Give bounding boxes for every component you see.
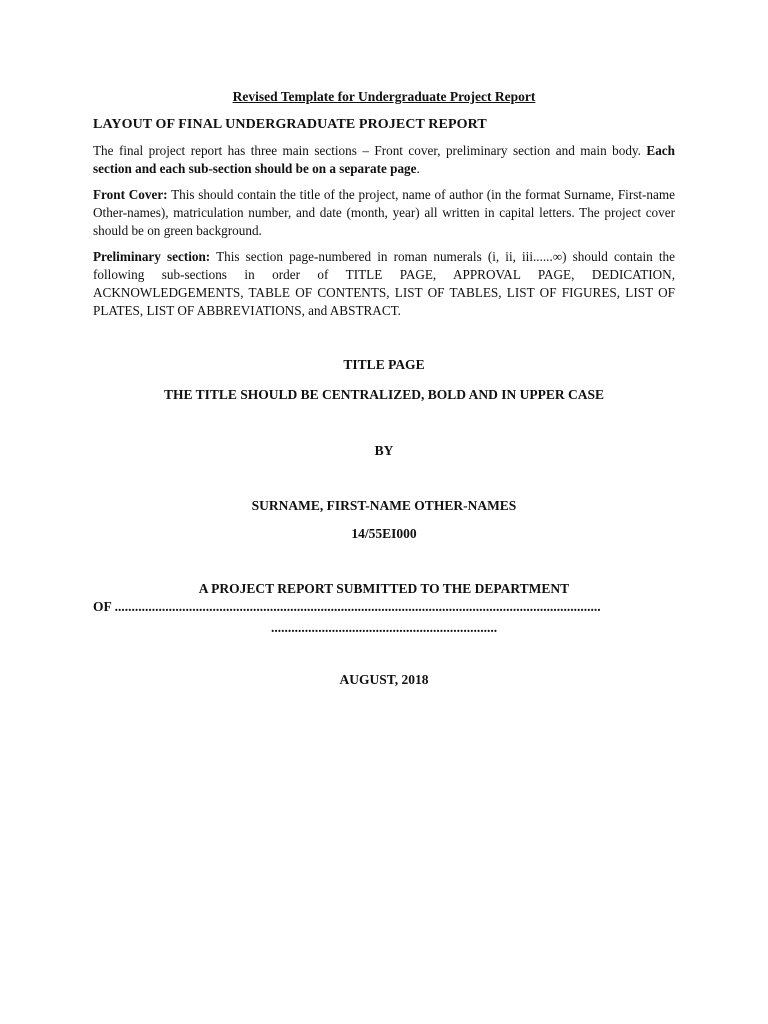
intro-text: The final project report has three main sections – Front cover, preliminary section and main body. [93,143,647,158]
preliminary-label: Preliminary section: [93,249,211,264]
intro-paragraph [93,142,675,178]
preliminary-text: This section page-numbered in roman numerals (i, ii, iii......∞) should contain the following sub-sections in order of TITLE PAGE, APPROVAL PAGE, DEDICATION, ACKNOWLEDGEMENTS, TABLE OF CONTENTS, LIST OF TABLES, LIST OF FIGURES, LIST OF PLATES, LIST OF ABBREVIATIONS, and ABSTRACT. [93,249,675,318]
title-instruction: THE TITLE SHOULD BE CENTRALIZED, BOLD AND IN UPPER CASE [163,387,605,402]
department-line [93,598,675,616]
department-dots: ................................................................................................................................................ [114,599,601,614]
preliminary-paragraph [93,248,675,320]
front-cover-paragraph [93,186,675,240]
front-cover-text: This should contain the title of the project, name of author (in the format Surname, First-name Other-names), matriculation number, and date (month, year) all written in capital letters. The project cover should be on green background. [93,187,675,238]
matric-number: 14/55EI000 [351,526,417,541]
department-prefix: OF [93,599,112,614]
submission-date: AUGUST, 2018 [339,672,429,687]
intro-bold-text: Each section and each sub-section should be on a separate page [93,143,675,176]
submitted-line: A PROJECT REPORT SUBMITTED TO THE DEPARTMENT [198,581,570,596]
author-name: SURNAME, FIRST-NAME OTHER-NAMES [251,498,517,513]
department-line-continuation: ................................................................... [270,620,498,635]
layout-heading: LAYOUT OF FINAL UNDERGRADUATE PROJECT REPORT [93,117,487,132]
document-content [93,88,675,689]
document-heading: Revised Template for Undergraduate Project Report [232,89,536,104]
by-label: BY [374,443,394,458]
front-cover-label: Front Cover: [93,187,168,202]
title-page-label: TITLE PAGE [343,357,425,372]
intro-end: . [416,161,420,176]
